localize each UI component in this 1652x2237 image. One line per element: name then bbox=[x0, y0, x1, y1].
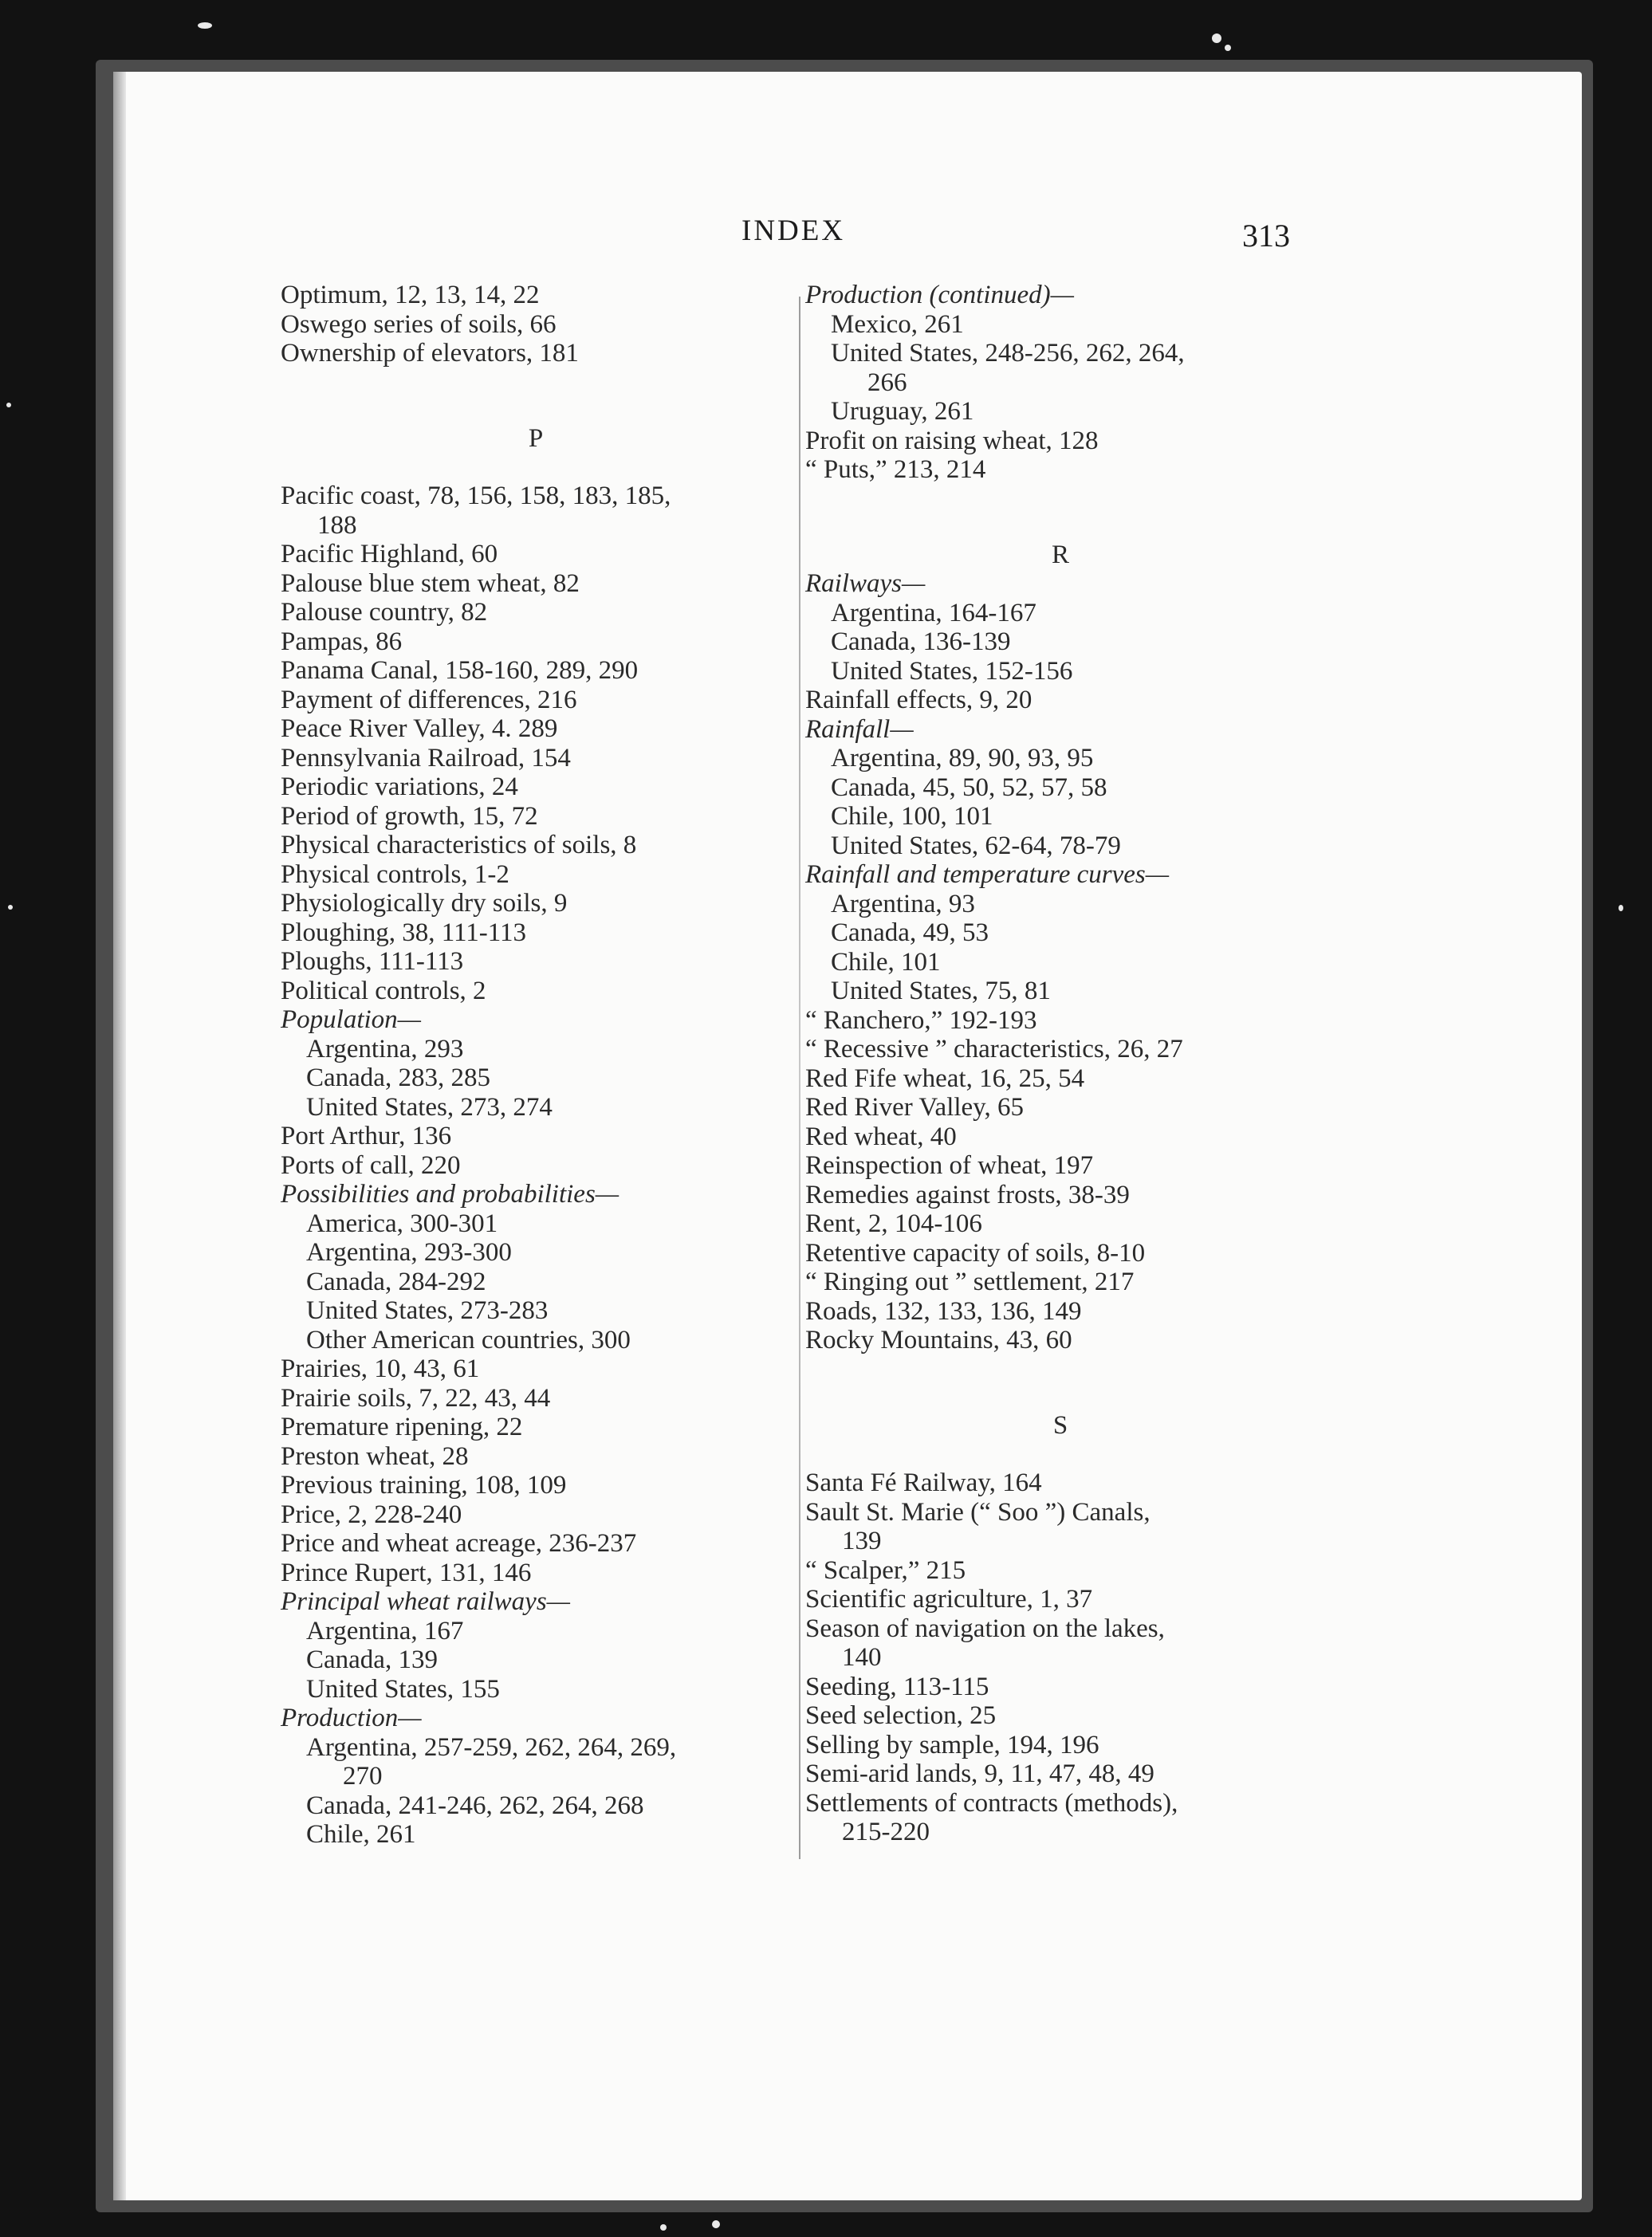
index-subentry bbox=[281, 1617, 791, 1646]
index-entry bbox=[281, 686, 791, 715]
entry-text: Roads, 132, 133, 136, 149 bbox=[805, 1296, 1082, 1326]
entry-text: “ Puts,” 213, 214 bbox=[805, 455, 986, 484]
entry-text: Port Arthur, 136 bbox=[281, 1122, 452, 1150]
index-entry bbox=[805, 1181, 1316, 1210]
entry-text: Argentina, 93 bbox=[831, 889, 975, 918]
entry-text: Rainfall effects, 9, 20 bbox=[805, 686, 1032, 714]
index-subentry bbox=[281, 1675, 791, 1704]
index-entry bbox=[281, 656, 791, 686]
entry-text: Uruguay, 261 bbox=[831, 397, 974, 426]
entry-text: Pennsylvania Railroad, 154 bbox=[281, 743, 571, 773]
dust-speck bbox=[1619, 905, 1623, 911]
entry-text: Scientific agriculture, 1, 37 bbox=[805, 1585, 1093, 1614]
index-subentry bbox=[805, 599, 1316, 628]
index-entry bbox=[281, 1500, 791, 1530]
index-entry bbox=[281, 889, 791, 918]
entry-text: Oswego series of soils, 66 bbox=[281, 309, 557, 339]
index-entry bbox=[281, 1413, 791, 1442]
entry-text: Political controls, 2 bbox=[281, 976, 486, 1005]
entry-text: Ploughs, 111-113 bbox=[281, 947, 464, 976]
index-entry bbox=[281, 310, 791, 340]
index-heading bbox=[805, 715, 1316, 745]
index-entry bbox=[805, 1006, 1316, 1036]
index-heading bbox=[805, 569, 1316, 599]
index-entry bbox=[281, 947, 791, 977]
index-entry bbox=[281, 339, 791, 368]
index-column-right bbox=[805, 281, 1316, 1847]
index-entry bbox=[805, 1326, 1316, 1355]
index-entry bbox=[805, 1673, 1316, 1702]
index-entry bbox=[281, 1354, 791, 1384]
entry-text: United States, 62-64, 78-79 bbox=[831, 831, 1121, 860]
dust-speck bbox=[6, 403, 11, 407]
entry-continuation: 266 bbox=[867, 368, 907, 397]
entry-continuation: 215-220 bbox=[842, 1818, 930, 1846]
index-entry bbox=[805, 1297, 1316, 1327]
dust-speck bbox=[8, 905, 13, 910]
entry-text: Red River Valley, 65 bbox=[805, 1093, 1025, 1122]
entry-text: Canada, 241-246, 262, 264, 268 bbox=[306, 1791, 644, 1820]
entry-text: Sault St. Marie (“ Soo ”) Canals, bbox=[805, 1497, 1150, 1527]
entry-text: “ Ranchero,” 192-193 bbox=[805, 1005, 1037, 1035]
index-subentry bbox=[281, 1326, 791, 1355]
entry-text: Canada, 136-139 bbox=[831, 627, 1011, 656]
entry-text: United States, 273, 274 bbox=[306, 1092, 553, 1122]
entry-text: Rainfall— bbox=[805, 714, 914, 744]
index-subentry bbox=[805, 802, 1316, 832]
page-number: 313 bbox=[1242, 218, 1290, 254]
index-subentry bbox=[281, 1296, 791, 1326]
index-entry bbox=[805, 1151, 1316, 1181]
index-entry bbox=[805, 1731, 1316, 1760]
index-subentry bbox=[805, 890, 1316, 919]
entry-text: “ Recessive ” characteristics, 26, 27 bbox=[805, 1035, 1183, 1063]
index-entry bbox=[281, 540, 791, 569]
entry-text: Rent, 2, 104-106 bbox=[805, 1209, 982, 1238]
section-letter: R bbox=[1051, 540, 1069, 569]
entry-text: Ports of call, 220 bbox=[281, 1150, 461, 1180]
entry-text: Price, 2, 228-240 bbox=[281, 1500, 462, 1529]
entry-text: Canada, 45, 50, 52, 57, 58 bbox=[831, 773, 1107, 802]
index-subentry bbox=[281, 1063, 791, 1093]
dust-speck bbox=[712, 2220, 720, 2228]
entry-text: Panama Canal, 158-160, 289, 290 bbox=[281, 656, 639, 685]
entry-text: United States, 155 bbox=[306, 1674, 500, 1704]
index-entry bbox=[281, 598, 791, 627]
index-heading bbox=[805, 860, 1316, 890]
index-entry bbox=[805, 455, 1316, 485]
index-subentry bbox=[281, 1093, 791, 1122]
entry-text: Argentina, 164-167 bbox=[831, 598, 1036, 627]
section-spacer bbox=[805, 1355, 1316, 1411]
entry-text: Reinspection of wheat, 197 bbox=[805, 1151, 1094, 1180]
entry-text: “ Ringing out ” settlement, 217 bbox=[805, 1268, 1135, 1296]
index-heading bbox=[281, 1180, 791, 1209]
entry-text: Mexico, 261 bbox=[831, 309, 964, 339]
index-heading bbox=[805, 281, 1316, 310]
index-subentry bbox=[281, 1791, 791, 1821]
entry-text: Argentina, 293-300 bbox=[306, 1238, 512, 1267]
entry-text: Season of navigation on the lakes, bbox=[805, 1614, 1165, 1643]
index-subentry bbox=[281, 1035, 791, 1064]
entry-text: Price and wheat acreage, 236-237 bbox=[281, 1529, 637, 1558]
entry-text: Canada, 283, 285 bbox=[306, 1063, 490, 1092]
index-entry bbox=[281, 482, 791, 540]
entry-text: Prairie soils, 7, 22, 43, 44 bbox=[281, 1383, 551, 1413]
entry-text: Argentina, 257-259, 262, 264, 269, bbox=[306, 1732, 677, 1762]
index-subentry bbox=[281, 1238, 791, 1268]
entry-text: Physical characteristics of soils, 8 bbox=[281, 831, 637, 859]
running-head bbox=[0, 214, 1652, 261]
dust-speck bbox=[198, 22, 212, 29]
entry-text: Physiologically dry soils, 9 bbox=[281, 889, 568, 918]
entry-text: United States, 248-256, 262, 264, bbox=[831, 339, 1185, 368]
index-entry bbox=[281, 1529, 791, 1559]
column-divider bbox=[799, 297, 800, 1859]
entry-text: United States, 152-156 bbox=[831, 656, 1073, 686]
entry-text: Seeding, 113-115 bbox=[805, 1672, 989, 1701]
entry-text: Prairies, 10, 43, 61 bbox=[281, 1354, 480, 1383]
index-subentry bbox=[281, 1268, 791, 1297]
entry-text: America, 300-301 bbox=[306, 1209, 498, 1238]
entry-text: Profit on raising wheat, 128 bbox=[805, 426, 1099, 455]
index-entry bbox=[281, 1122, 791, 1151]
section-spacer bbox=[805, 1440, 1316, 1468]
entry-text: Premature ripening, 22 bbox=[281, 1413, 523, 1441]
entry-text: Principal wheat railways— bbox=[281, 1587, 570, 1616]
entry-text: Argentina, 167 bbox=[306, 1616, 464, 1645]
entry-text: United States, 75, 81 bbox=[831, 977, 1051, 1005]
index-entry bbox=[805, 1614, 1316, 1673]
index-entry bbox=[281, 744, 791, 773]
section-letter: P bbox=[528, 423, 544, 453]
entry-text: Selling by sample, 194, 196 bbox=[805, 1730, 1099, 1759]
entry-text: Peace River Valley, 4. 289 bbox=[281, 714, 558, 743]
entry-text: Argentina, 293 bbox=[306, 1034, 464, 1063]
entry-continuation: 270 bbox=[343, 1762, 383, 1791]
index-subentry bbox=[805, 948, 1316, 977]
index-subentry bbox=[805, 339, 1316, 397]
entry-text: Population— bbox=[281, 1005, 422, 1034]
running-head-title: INDEX bbox=[741, 214, 846, 247]
index-entry bbox=[805, 1268, 1316, 1297]
index-entry bbox=[281, 802, 791, 832]
section-spacer bbox=[281, 453, 791, 482]
entry-text: Chile, 101 bbox=[831, 947, 941, 977]
entry-text: Ploughing, 38, 111-113 bbox=[281, 918, 527, 947]
index-entry bbox=[281, 1559, 791, 1588]
index-entry bbox=[805, 1122, 1316, 1152]
index-subentry bbox=[805, 657, 1316, 686]
index-entry bbox=[805, 427, 1316, 456]
index-subentry bbox=[805, 773, 1316, 803]
index-entry bbox=[281, 831, 791, 860]
dust-speck bbox=[660, 2224, 667, 2231]
entry-text: Other American countries, 300 bbox=[306, 1325, 631, 1354]
dust-speck bbox=[1212, 33, 1221, 43]
entry-text: Production (continued)— bbox=[805, 281, 1074, 309]
section-letter: S bbox=[1052, 1410, 1068, 1440]
entry-text: Period of growth, 15, 72 bbox=[281, 801, 538, 831]
entry-text: Physical controls, 1-2 bbox=[281, 859, 509, 889]
entry-text: Payment of differences, 216 bbox=[281, 685, 577, 714]
entry-text: Optimum, 12, 13, 14, 22 bbox=[281, 281, 540, 309]
index-subentry bbox=[805, 397, 1316, 427]
entry-continuation: 139 bbox=[842, 1527, 882, 1555]
index-subentry bbox=[805, 977, 1316, 1006]
entry-text: Seed selection, 25 bbox=[805, 1701, 997, 1730]
index-subentry bbox=[281, 1820, 791, 1850]
entry-text: Chile, 100, 101 bbox=[831, 802, 993, 831]
index-entry bbox=[805, 1556, 1316, 1586]
index-heading bbox=[281, 1005, 791, 1035]
entry-continuation: 188 bbox=[317, 510, 357, 540]
entry-text: Periodic variations, 24 bbox=[281, 773, 518, 801]
index-entry bbox=[281, 860, 791, 890]
section-spacer bbox=[281, 368, 791, 424]
index-entry bbox=[805, 1789, 1316, 1847]
entry-text: Canada, 284-292 bbox=[306, 1267, 486, 1296]
entry-text: Palouse country, 82 bbox=[281, 598, 488, 627]
index-subentry bbox=[281, 1733, 791, 1791]
index-entry bbox=[805, 1035, 1316, 1064]
entry-text: Semi-arid lands, 9, 11, 47, 48, 49 bbox=[805, 1759, 1154, 1788]
entry-text: Rainfall and temperature curves— bbox=[805, 860, 1170, 889]
index-entry bbox=[805, 686, 1316, 715]
index-entry bbox=[281, 977, 791, 1006]
index-heading bbox=[281, 1704, 791, 1733]
index-entry bbox=[281, 1442, 791, 1472]
index-entry bbox=[281, 1471, 791, 1500]
index-entry bbox=[805, 1093, 1316, 1122]
index-entry bbox=[805, 1468, 1316, 1498]
entry-text: Ownership of elevators, 181 bbox=[281, 339, 579, 368]
index-subentry bbox=[805, 627, 1316, 657]
entry-text: Canada, 139 bbox=[306, 1645, 438, 1674]
entry-text: Canada, 49, 53 bbox=[831, 918, 989, 947]
index-entry bbox=[281, 627, 791, 657]
index-subentry bbox=[281, 1209, 791, 1239]
entry-text: Pacific Highland, 60 bbox=[281, 540, 498, 568]
index-entry bbox=[281, 1151, 791, 1181]
index-entry bbox=[281, 569, 791, 599]
entry-text: Argentina, 89, 90, 93, 95 bbox=[831, 744, 1094, 773]
index-entry bbox=[805, 1209, 1316, 1239]
entry-text: Red wheat, 40 bbox=[805, 1122, 957, 1151]
index-subentry bbox=[281, 1645, 791, 1675]
index-entry bbox=[281, 1384, 791, 1413]
page-edge bbox=[113, 72, 126, 2200]
index-entry bbox=[805, 1064, 1316, 1094]
index-subentry bbox=[805, 744, 1316, 773]
entry-text: Settlements of contracts (methods), bbox=[805, 1788, 1178, 1818]
section-spacer bbox=[805, 485, 1316, 541]
index-column-left bbox=[281, 281, 791, 1850]
entry-text: Production— bbox=[281, 1704, 422, 1732]
entry-text: Previous training, 108, 109 bbox=[281, 1471, 567, 1500]
entry-text: Pacific coast, 78, 156, 158, 183, 185, bbox=[281, 482, 671, 510]
entry-text: Possibilities and probabilities— bbox=[281, 1180, 620, 1209]
index-entry bbox=[805, 1701, 1316, 1731]
entry-text: Santa Fé Railway, 164 bbox=[805, 1468, 1042, 1497]
index-subentry bbox=[805, 918, 1316, 948]
index-entry bbox=[805, 1239, 1316, 1268]
index-entry bbox=[281, 714, 791, 744]
entry-text: Palouse blue stem wheat, 82 bbox=[281, 568, 580, 598]
entry-text: Red Fife wheat, 16, 25, 54 bbox=[805, 1063, 1085, 1093]
index-entry bbox=[281, 281, 791, 310]
entry-continuation: 140 bbox=[842, 1643, 882, 1672]
entry-text: Railways— bbox=[805, 569, 926, 598]
entry-text: Chile, 261 bbox=[306, 1820, 416, 1849]
index-heading bbox=[281, 1587, 791, 1617]
index-subentry bbox=[805, 310, 1316, 340]
entry-text: Prince Rupert, 131, 146 bbox=[281, 1558, 532, 1587]
entry-text: “ Scalper,” 215 bbox=[805, 1555, 966, 1585]
entry-text: Pampas, 86 bbox=[281, 627, 403, 656]
index-entry bbox=[281, 918, 791, 948]
index-entry bbox=[805, 1585, 1316, 1614]
entry-text: United States, 273-283 bbox=[306, 1296, 549, 1325]
index-entry bbox=[805, 1498, 1316, 1556]
entry-text: Rocky Mountains, 43, 60 bbox=[805, 1326, 1072, 1354]
index-subentry bbox=[805, 832, 1316, 861]
index-entry bbox=[805, 1759, 1316, 1789]
dust-speck bbox=[1225, 45, 1231, 51]
index-entry bbox=[281, 773, 791, 802]
entry-text: Remedies against frosts, 38-39 bbox=[805, 1180, 1130, 1209]
entry-text: Preston wheat, 28 bbox=[281, 1441, 469, 1471]
entry-text: Retentive capacity of soils, 8-10 bbox=[805, 1238, 1146, 1268]
